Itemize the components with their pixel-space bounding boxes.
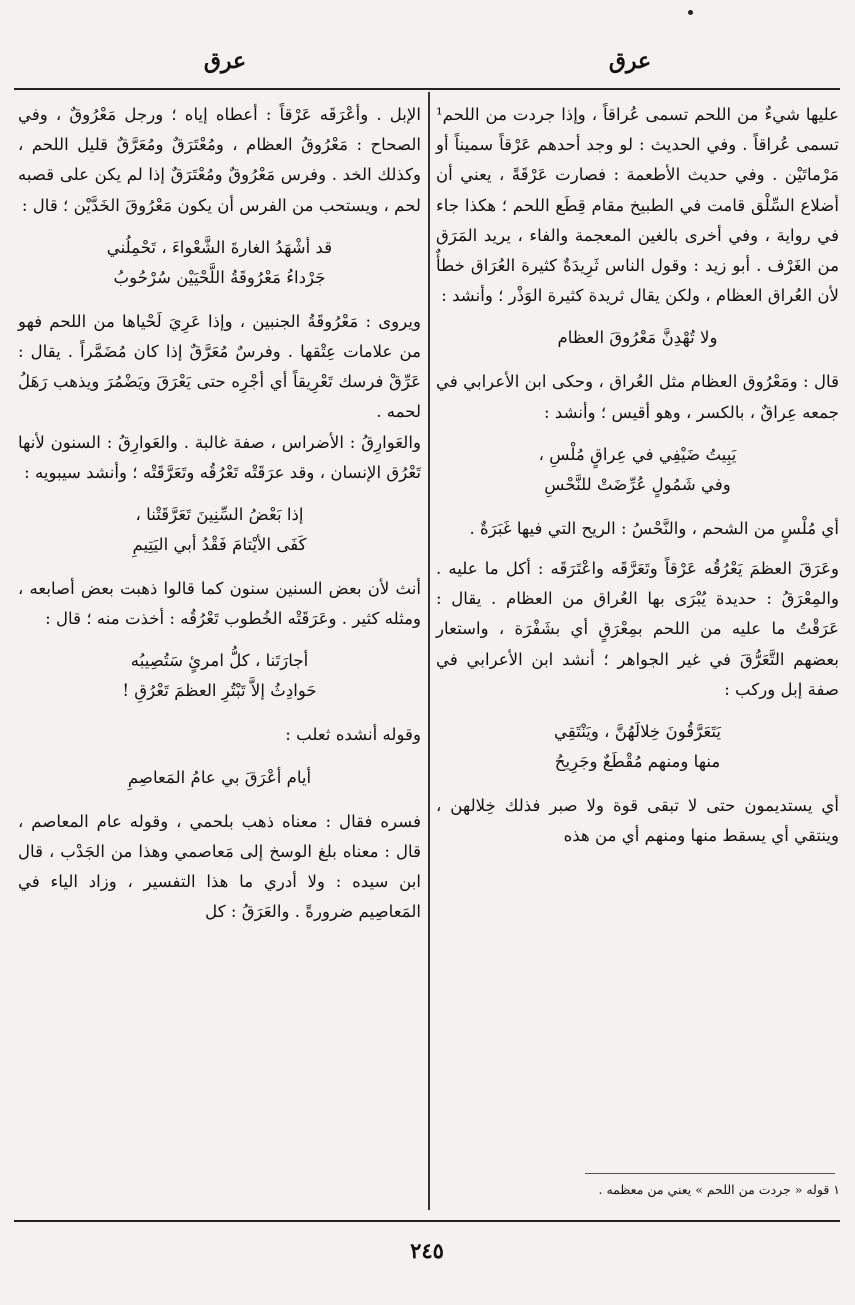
right-paragraph-4: وعَرَقَ العظمَ يَعْرُقُه عَرْقاً وتَعَرَّقَه واعْتَرَقَه : أكل ما عليه . والمِعْرَقُ : حديدة يُبْرَى بها العُراق من العظام . يقال : عَرَقْتُ ما عليه من اللحم بمِعْرَقٍ أي بشَفْرَة ، واستعار بعضهم التَّعَرُّقَ في غير الجواهر ؛ أنشد ابن الأعرابي في صفة إبل وركب :: [436, 559, 839, 699]
left-paragraph-4: أنث لأن بعض السنين سنون كما قالوا ذهبت بعض أصابعه ، ومثله كثير . وعَرَقَتْه الخُطوب تَعْرُقُه : أخذت منه ؛ قال :: [18, 579, 421, 629]
verse-line: قد أشْهَدُ الغارةَ الشَّعْواءَ ، تَحْمِلُني: [106, 237, 333, 257]
top-rule: [14, 88, 840, 90]
column-divider: [428, 92, 430, 1210]
left-paragraph-6: فسره فقال : معناه ذهب بلحمي ، وقوله عام المعاصم ، قال : معناه بلغ الوسخ إلى مَعاصمي وهذا من الجَدْب ، قال ابن سيده : ولا أدري ما هذا التفسير ، وزاد الياء في المَعاصِيم ضرورةً . والعَرَقُ : كل: [18, 811, 421, 922]
ink-dot: [688, 10, 693, 15]
verse-line: وفي شَمُولٍ عُرِّضَتْ للنَّحْسِ: [544, 474, 731, 494]
right-paragraph-3: أي مُلْسٍ من الشحم ، والنَّحْسُ : الريح التي فيها غَبَرَةٌ .: [469, 518, 839, 538]
left-verse-3: [18, 646, 421, 706]
right-paragraph-2: قال : ومَعْرُوق العظام مثل العُراق ، وحكى ابن الأعرابي في جمعه عِراقٌ ، بالكسر ، وهو أقيس ؛ وأنشد :: [436, 372, 839, 422]
verse-line: يَتَعَرَّقُونَ خِلالَهُنَّ ، ويَنْتَقِي: [553, 722, 722, 742]
right-paragraph-1: عليها شيءٌ من اللحم تسمى عُراقاً ، وإذا جردت من اللحم¹ تسمى عُراقاً . وفي الحديث : لو وجد أحدهم عَرْقاً سميناً أو مَرْماتَيْن . وفي حديث الأطعمة : فصارت عَرْقَةً ، يعني أن أضلاع السِّلْق قامت في الطبيخ مقام قِطَع اللحم ؛ هكذا جاء في رواية ، وفي أخرى بالغين المعجمة والفاء ، يريد المَرَق من الغَرْف . أبو زيد : وقول الناس ثَرِيدَةٌ كثيرة العُرَاق خطأٌ لأن العُراق العظام ، ولكن يقال ثريدة كثيرة الوَذْر ؛ وأنشد :: [436, 105, 839, 306]
left-verse-4: [18, 763, 421, 793]
verse-line: إذا بَعْضُ السِّنِينَ تَعَرَّقَتْنا ،: [135, 505, 304, 525]
left-verse-1: [18, 233, 421, 293]
footnote: ١ قوله « جردت من اللحم » يعني من معظمه .: [598, 1182, 840, 1197]
right-verse-3: [436, 717, 839, 777]
header-word-left: عرق: [203, 48, 247, 74]
verse-line: أيام أعْرَقَ بي عامُ المَعاصِمِ: [127, 767, 312, 787]
verse-line: يَبِيتُ ضَيْفِي في عِراقٍ مُلْسِ ،: [538, 444, 737, 464]
verse-line: جَرْداءُ مَعْرُوقَةُ اللَّحْيَيْن سُرْحُوبُ: [113, 267, 326, 287]
left-paragraph-3: والعَوارِقُ : الأضراس ، صفة غالبة . والعَوارِقُ : السنون لأنها تَعْرُق الإنسان ، وقد عرَقَتْه تَعْرُقُه وتَعَرَّقَتْه ؛ وأنشد سيبويه :: [18, 432, 421, 482]
verse-line: كَفَى الأيْتامَ فَقْدُ أبي اليَتِيمِ: [132, 535, 307, 555]
bottom-rule: [14, 1220, 840, 1222]
right-verse-2: [436, 440, 839, 500]
left-verse-2: [18, 500, 421, 560]
left-paragraph-2: ويروى : مَعْرُوقَةُ الجنبين ، وإذا عَرِيَ لَحْياها من اللحم فهو من علامات عِتْقها . وفرسٌ مُعَرَّقٌ إذا كان مُضَمَّراً . يقال : عَرِّقْ فرسك تَعْرِيقاً أي أجْرِه حتى يَعْرَقَ ويَضْمُرَ ويذهب رَهَلُ لحمه .: [18, 311, 421, 422]
footnote-rule: [585, 1173, 835, 1174]
verse-line: ولا تُهْدِنَّ مَعْرُوقَ العظام: [557, 328, 718, 348]
verse-line: أجارَتَنا ، كلُّ امرئٍ سَتُصِيبُه: [130, 651, 309, 671]
header-word-right: عرق: [608, 48, 652, 74]
right-column: [436, 100, 839, 851]
verse-line: حَوادِثُ إلاَّ تَبْتُرِ العظمَ تَعْرُقِ !: [122, 681, 317, 701]
left-column: [18, 100, 421, 927]
page-number: ٢٤٥: [410, 1238, 444, 1263]
verse-line: منها ومنهم مُقْطَعٌ وجَرِيحُ: [554, 752, 721, 772]
left-paragraph-1: الإبل . وأعْرَقَه عَرْقاً : أعطاه إياه ؛ ورجل مَعْرُوقٌ ، وفي الصحاح : مَعْرُوقُ العظام ، ومُعْتَرَقٌ ومُعَرَّقٌ قليل اللحم ، وكذلك الخد . وفرس مَعْرُوقٌ ومُعْتَرَقٌ إذا لم يكن على قصبه لحم ، ويستحب من الفرس أن يكون مَعْرُوقَ الخَدَّيْن ؛ قال :: [18, 105, 421, 215]
left-paragraph-5: وقوله أنشده ثعلب :: [285, 725, 421, 745]
right-paragraph-5: أي يستديمون حتى لا تبقى قوة ولا صبر فذلك خِلالهن ، وينتقي أي يسقط منها ومنهم أي من هذه: [436, 796, 839, 846]
right-verse-1: [436, 323, 839, 353]
